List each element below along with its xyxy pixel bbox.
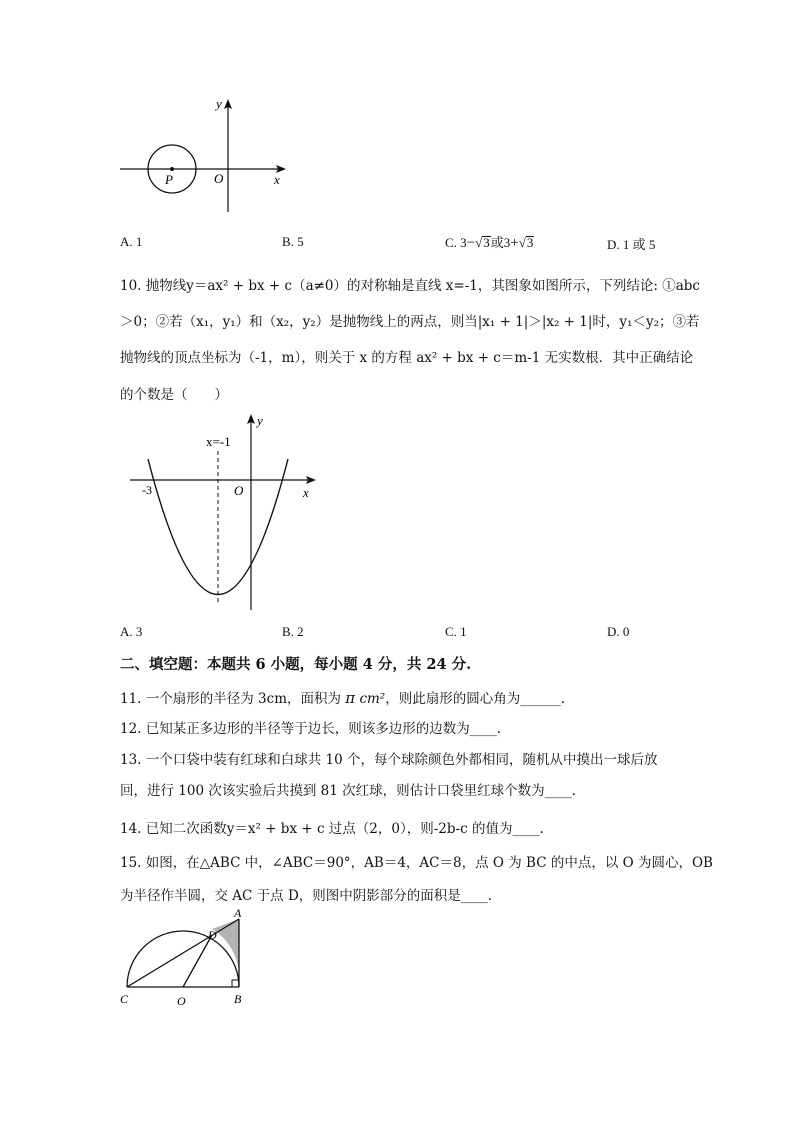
q11-before: 11. 一个扇形的半径为 3cm，面积为 (120, 691, 346, 707)
q9-option-c[interactable] (445, 232, 534, 252)
q10-option-b[interactable]: B. 2 (282, 624, 304, 639)
q13-text-line-2: 回，进行 100 次该实验后共摸到 81 次红球，则估计口袋里红球个数为____. (120, 783, 576, 799)
q11-text (120, 687, 565, 707)
segment-ca (127, 919, 239, 987)
label-y: y (216, 96, 222, 111)
label-o: O (234, 483, 244, 498)
q15-text-line-1: 15. 如图，在△ABC 中，∠ABC＝90°，AB＝4，AC＝8，点 O 为 BC 的中点，以 O 为圆心，OB (120, 855, 713, 871)
q14-text: 14. 已知二次函数y＝x² + bx + c 过点（2，0），则-2b-c 的值为____. (120, 821, 544, 837)
q9-option-b[interactable]: B. 5 (282, 234, 304, 249)
label-o: O (177, 994, 186, 1008)
q13-text-line-1: 13. 一个口袋中装有红球和白球共 10 个，每个球除颜色外都相同，随机从中摸出一球后放 (120, 752, 658, 768)
label-x: x (274, 172, 280, 187)
label-y: y (257, 413, 263, 428)
q10-option-d[interactable]: D. 0 (607, 624, 630, 639)
q9-option-a[interactable]: A. 1 (120, 234, 143, 249)
label-d: D (208, 928, 217, 942)
q9-option-c-mid: 或3 (490, 235, 511, 250)
q10-option-c[interactable]: C. 1 (445, 624, 467, 639)
label-axis-of-symmetry: x=-1 (206, 434, 231, 449)
label-a: A (234, 906, 242, 920)
figure-q10-parabola (130, 408, 330, 618)
segment-od (183, 935, 212, 987)
radical-sign: √ (518, 235, 526, 250)
figure-q9-circle-axes (110, 95, 310, 220)
q10-text-line-1: 10. 抛物线y＝ax² + bx + c（a≠0）的对称轴是直线 x=-1，其图象如图所示，下列结论: ①abc (120, 278, 700, 294)
q9-option-c-prefix: C. 3 (445, 235, 467, 250)
section-2-heading: 二、填空题：本题共 6 小题，每小题 4 分，共 24 分. (120, 656, 472, 673)
radicand-1: 3 (483, 235, 490, 250)
q9-option-d[interactable]: D. 1 或 5 (607, 237, 656, 252)
q11-after: ，则此扇形的圆心角为______. (385, 691, 566, 707)
figure-q15-semicircle (112, 906, 272, 1011)
q10-option-a[interactable]: A. 3 (120, 624, 143, 639)
semicircle-arc (127, 931, 239, 987)
point-p (170, 167, 174, 171)
q10-text-line-3: 抛物线的顶点坐标为（-1，m），则关于 x 的方程 ax² + bx + c＝m-1 无实数根．其中正确结论 (120, 350, 694, 366)
plus-sign: + (510, 235, 519, 251)
q10-text-line-2: ＞0；②若（x₁，y₁）和（x₂，y₂）是抛物线上的两点，则当|x₁ + 1|＞|x₂ + 1|时，y₁＜y₂；③若 (120, 314, 700, 330)
radical-sign: √ (475, 235, 483, 250)
label-b: B (234, 992, 242, 1006)
q12-text: 12. 已知某正多边形的半径等于边长，则该多边形的边数为____. (120, 721, 502, 737)
q11-unit: cm² (355, 691, 386, 707)
q15-text-line-2: 为半径作半圆，交 AC 于点 D，则图中阴影部分的面积是____. (120, 888, 493, 904)
radicand-2: 3 (526, 235, 534, 250)
q10-text-line-4: 的个数是（ ） (120, 387, 228, 403)
label-o: O (214, 171, 224, 186)
minus-sign: − (466, 235, 476, 251)
label-x: x (303, 485, 309, 500)
label-p: P (165, 172, 173, 187)
label-c: C (120, 992, 129, 1006)
right-angle-mark (232, 980, 239, 987)
label-neg3: -3 (142, 483, 152, 497)
pi-symbol: π (345, 689, 356, 707)
